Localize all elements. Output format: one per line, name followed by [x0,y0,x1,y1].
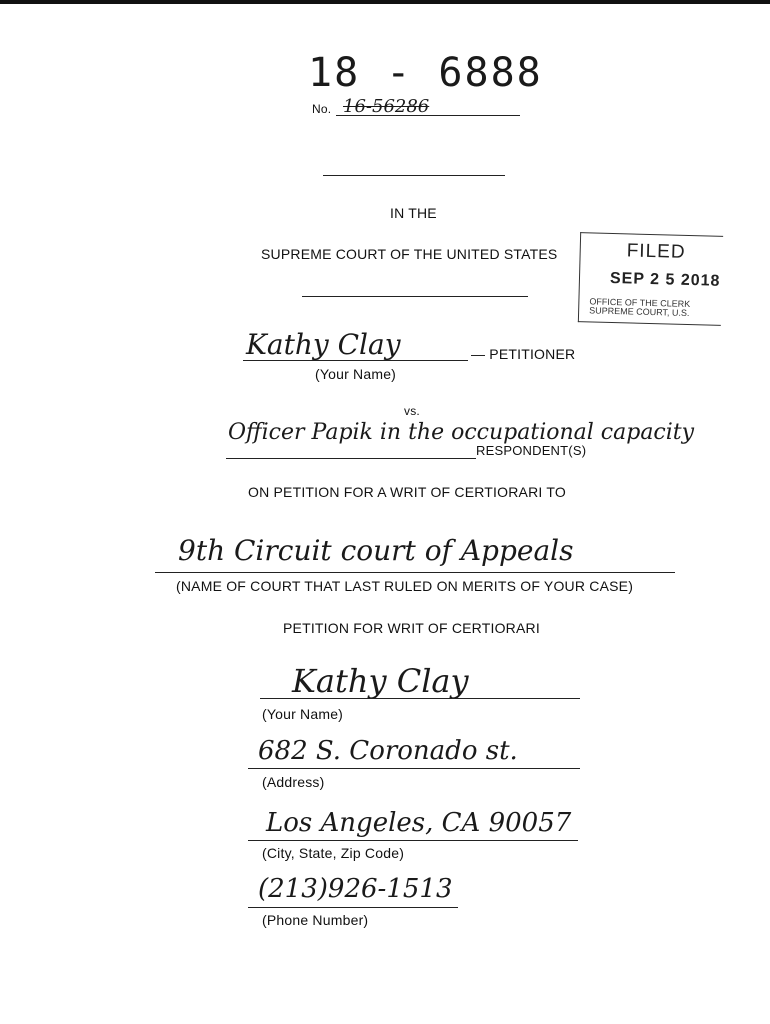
respondent-line [226,458,476,459]
contact-city-caption: (City, State, Zip Code) [262,845,405,861]
petition-to-label: ON PETITION FOR A WRIT OF CERTIORARI TO [248,484,566,500]
petitioner-caption: (Your Name) [315,366,397,382]
court-rule [302,296,528,297]
header-rule [323,175,505,176]
petitioner-role: — PETITIONER [471,346,576,362]
filed-stamp [578,232,723,326]
stamp-filed-text: FILED [626,240,686,263]
lower-court-caption: (NAME OF COURT THAT LAST RULED ON MERITS OF YOUR CASE) [176,578,634,594]
contact-phone-caption: (Phone Number) [262,912,369,928]
contact-phone: (213)926-1513 [258,874,453,904]
docket-crossed-number: 16-56286 [343,96,430,117]
stamp-office [589,297,690,318]
contact-name-caption: (Your Name) [262,706,344,722]
stamp-office-line2: SUPREME COURT, U.S. [589,305,690,319]
contact-address-caption: (Address) [262,774,325,790]
lower-court-name: 9th Circuit court of Appeals [178,534,574,567]
contact-city-line [248,840,578,841]
respondent-name: Officer Papik in the occupational capacity [228,420,695,445]
stamp-office-line1: OFFICE OF THE CLERK [589,296,691,310]
petitioner-name: Kathy Clay [246,328,401,361]
contact-name: Kathy Clay [292,662,469,700]
contact-name-line [260,698,580,699]
vs-label: vs. [404,404,420,418]
petition-title: PETITION FOR WRIT OF CERTIORARI [283,620,540,636]
contact-address: 682 S. Coronado st. [258,736,518,766]
contact-address-line [248,768,580,769]
lower-court-line [155,572,675,573]
docket-no-label: No. [312,102,332,116]
docket-underline [336,115,520,116]
in-the-label: IN THE [390,205,437,221]
docket-stamped-number: 18 - 6888 [308,50,543,96]
contact-phone-line [248,907,458,908]
petitioner-line [243,360,468,361]
court-name: SUPREME COURT OF THE UNITED STATES [261,246,558,262]
scan-edge [0,0,770,4]
respondent-role: RESPONDENT(S) [476,443,587,458]
stamp-date: SEP 2 5 2018 [609,269,721,290]
contact-city: Los Angeles, CA 90057 [266,808,572,838]
